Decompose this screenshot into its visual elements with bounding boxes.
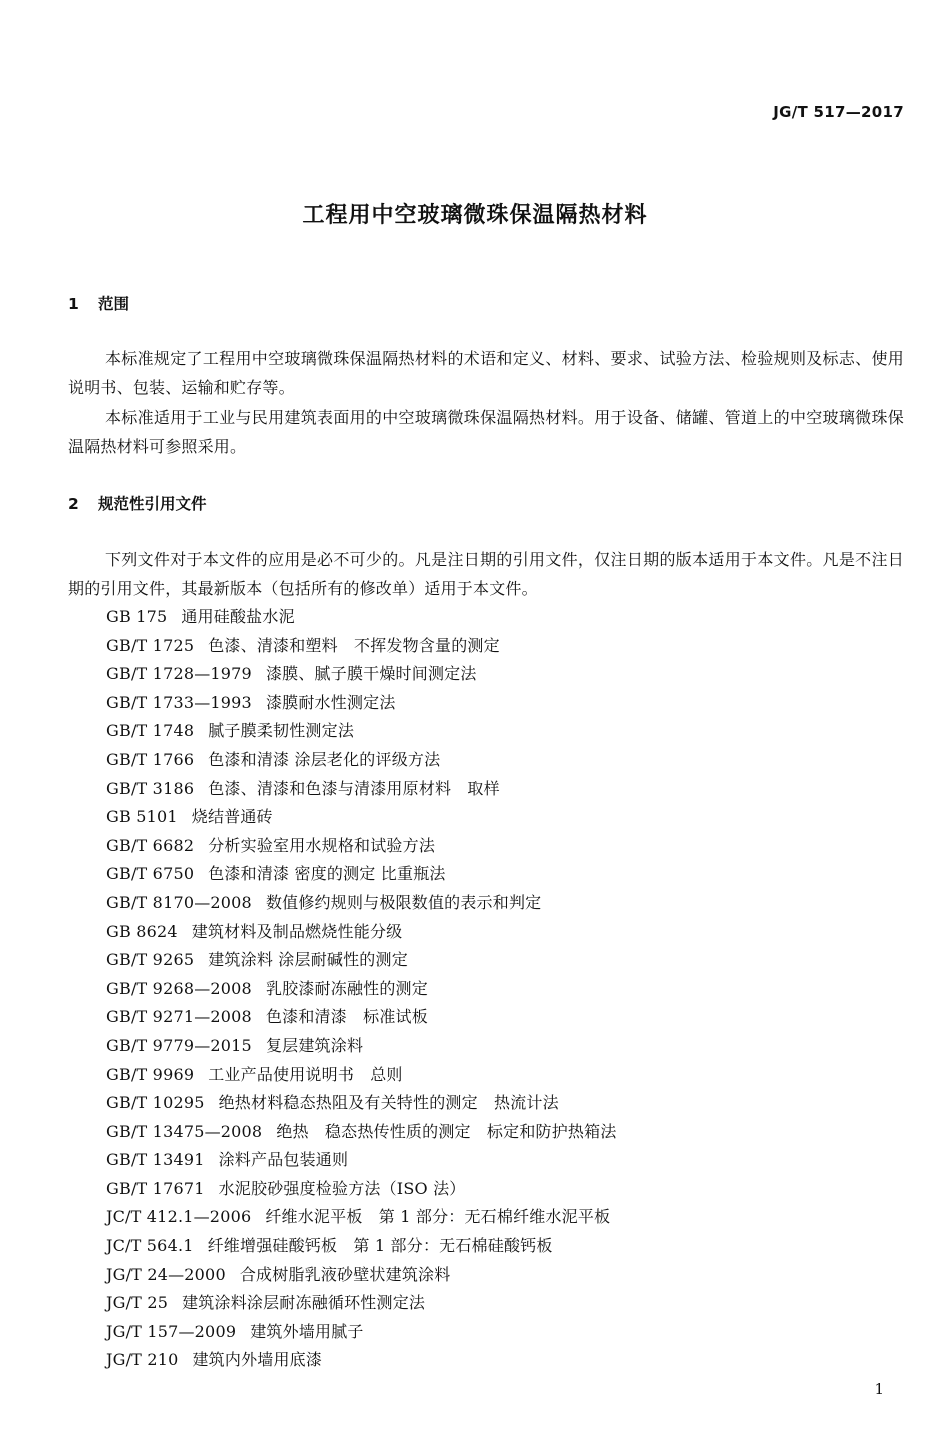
reference-item <box>106 860 617 889</box>
reference-title: 纤维增强硅酸钙板 第 1 部分：无石棉硅酸钙板 <box>207 1236 553 1256</box>
reference-code: GB/T 10295 <box>106 1093 205 1113</box>
reference-item <box>106 1346 617 1375</box>
reference-code: GB 8624 <box>106 921 178 941</box>
reference-code: GB/T 1728—1979 <box>106 664 252 684</box>
reference-code: GB/T 13491 <box>106 1150 205 1170</box>
reference-list <box>106 603 617 1375</box>
reference-item <box>106 918 617 947</box>
reference-item <box>106 689 617 718</box>
reference-title: 工业产品使用说明书 总则 <box>208 1064 403 1084</box>
reference-code: GB/T 9779—2015 <box>106 1035 252 1055</box>
reference-title: 色漆和清漆 标准试板 <box>265 1007 428 1027</box>
reference-code: GB/T 3186 <box>106 778 195 798</box>
reference-item <box>106 632 617 661</box>
reference-code: JG/T 210 <box>106 1350 179 1370</box>
reference-code: JG/T 24—2000 <box>106 1264 226 1284</box>
reference-code: GB/T 1733—1993 <box>106 692 252 712</box>
reference-item <box>106 889 617 918</box>
document-title: 工程用中空玻璃微珠保温隔热材料 <box>302 203 648 228</box>
reference-item <box>106 832 617 861</box>
reference-title: 乳胶漆耐冻融性的测定 <box>265 978 428 998</box>
reference-code: GB/T 6682 <box>106 835 195 855</box>
reference-code: GB/T 17671 <box>106 1178 205 1198</box>
reference-code: GB 175 <box>106 607 168 626</box>
reference-title: 复层建筑涂料 <box>265 1035 364 1055</box>
reference-code: JG/T 25 <box>106 1293 169 1313</box>
reference-item <box>106 1175 617 1204</box>
reference-title: 通用硅酸盐水泥 <box>181 607 295 626</box>
reference-title: 建筑内外墙用底漆 <box>192 1350 323 1370</box>
section-number: 1 <box>68 295 79 313</box>
reference-title: 绝热材料稳态热阻及有关特性的测定 热流计法 <box>218 1093 559 1113</box>
reference-item <box>106 1318 617 1347</box>
reference-title: 数值修约规则与极限数值的表示和判定 <box>265 892 542 912</box>
reference-item <box>106 975 617 1004</box>
section-title: 规范性引用文件 <box>98 495 207 513</box>
reference-title: 漆膜、腻子膜干燥时间测定法 <box>265 664 477 684</box>
reference-code: GB/T 1725 <box>106 635 195 655</box>
section-title: 范围 <box>98 295 130 313</box>
reference-item <box>106 603 617 632</box>
reference-item <box>106 1089 617 1118</box>
reference-item <box>106 1146 617 1175</box>
reference-code: GB/T 8170—2008 <box>106 892 252 912</box>
reference-title: 建筑涂料 涂层耐碱性的测定 <box>208 950 408 970</box>
section-heading-normative-references <box>68 492 207 514</box>
reference-item <box>106 1203 617 1232</box>
reference-code: JG/T 157—2009 <box>106 1321 237 1341</box>
standard-code: JG/T 517—2017 <box>773 103 904 121</box>
reference-item <box>106 1118 617 1147</box>
reference-title: 水泥胶砂强度检验方法（ISO 法） <box>218 1178 466 1198</box>
section-heading-scope <box>68 292 129 314</box>
reference-code: GB/T 13475—2008 <box>106 1121 263 1141</box>
reference-title: 色漆、清漆和塑料 不挥发物含量的测定 <box>208 635 500 655</box>
reference-item <box>106 946 617 975</box>
reference-title: 色漆、清漆和色漆与清漆用原材料 取样 <box>208 778 500 798</box>
paragraph: 本标准适用于工业与民用建筑表面用的中空玻璃微珠保温隔热材料。用于设备、储罐、管道上的中空玻璃微珠保温隔热材料可参照采用。 <box>68 408 904 456</box>
reference-item <box>106 746 617 775</box>
reference-title: 分析实验室用水规格和试验方法 <box>208 835 436 855</box>
reference-title: 建筑材料及制品燃烧性能分级 <box>191 921 403 941</box>
paragraph: 本标准规定了工程用中空玻璃微珠保温隔热材料的术语和定义、材料、要求、试验方法、检验规则及标志、使用说明书、包装、运输和贮存等。 <box>68 349 904 397</box>
reference-item <box>106 660 617 689</box>
reference-code: JC/T 412.1—2006 <box>106 1207 252 1227</box>
reference-title: 烧结普通砖 <box>191 807 273 827</box>
reference-item <box>106 1232 617 1261</box>
reference-title: 纤维水泥平板 第 1 部分：无石棉纤维水泥平板 <box>265 1207 611 1227</box>
reference-title: 涂料产品包装通则 <box>218 1150 349 1170</box>
reference-item <box>106 1032 617 1061</box>
reference-title: 绝热 稳态热传性质的测定 标定和防护热箱法 <box>276 1121 617 1141</box>
paragraph: 下列文件对于本文件的应用是必不可少的。凡是注日期的引用文件，仅注日期的版本适用于本文件。凡是不注日期的引用文件，其最新版本（包括所有的修改单）适用于本文件。 <box>68 550 904 598</box>
reference-code: GB/T 9268—2008 <box>106 978 252 998</box>
reference-code: GB/T 9969 <box>106 1064 195 1084</box>
reference-code: GB/T 1766 <box>106 749 195 769</box>
reference-code: GB/T 6750 <box>106 864 195 884</box>
reference-title: 合成树脂乳液砂壁状建筑涂料 <box>239 1264 451 1284</box>
reference-item <box>106 1289 617 1318</box>
page-number: 1 <box>874 1380 884 1398</box>
reference-code: JC/T 564.1 <box>106 1236 194 1256</box>
reference-item <box>106 717 617 746</box>
reference-title: 漆膜耐水性测定法 <box>265 692 396 712</box>
reference-item <box>106 1061 617 1090</box>
reference-title: 色漆和清漆 涂层老化的评级方法 <box>208 749 441 769</box>
reference-item <box>106 803 617 832</box>
reference-code: GB 5101 <box>106 807 178 827</box>
reference-item <box>106 1261 617 1290</box>
reference-item <box>106 1003 617 1032</box>
reference-title: 建筑涂料涂层耐冻融循环性测定法 <box>182 1293 426 1313</box>
reference-code: GB/T 9271—2008 <box>106 1007 252 1027</box>
reference-title: 色漆和清漆 密度的测定 比重瓶法 <box>208 864 446 884</box>
reference-title: 腻子膜柔韧性测定法 <box>208 721 355 741</box>
reference-title: 建筑外墙用腻子 <box>250 1321 364 1341</box>
reference-item <box>106 775 617 804</box>
reference-code: GB/T 1748 <box>106 721 195 741</box>
reference-code: GB/T 9265 <box>106 950 195 970</box>
section-number: 2 <box>68 495 79 513</box>
